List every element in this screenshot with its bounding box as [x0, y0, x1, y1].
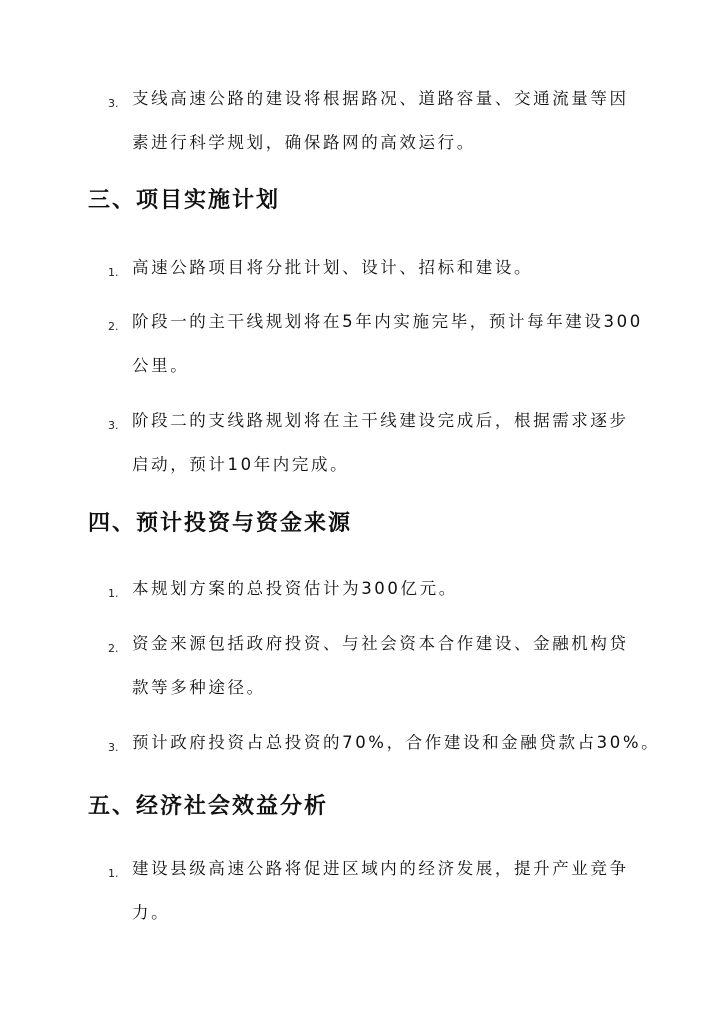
list-item-number: 1. [108, 587, 119, 600]
list-item-text-line: 阶段一的主干线规划将在5年内实施完毕，预计每年建设300 [132, 312, 643, 331]
list-item-text-line: 高速公路项目将分批计划、设计、招标和建设。 [132, 258, 534, 277]
list-item-text-line: 资金来源包括政府投资、与社会资本合作建设、金融机构贷 [132, 634, 629, 653]
section-heading-4: 四、预计投资与资金来源 [88, 511, 353, 536]
list-item-text-line: 预计政府投资占总投资的70%，合作建设和金融贷款占30%。 [132, 733, 661, 752]
list-item-number: 3. [108, 419, 119, 432]
list-item-text-line: 启动，预计10年内完成。 [132, 455, 350, 474]
list-item-text-line: 支线高速公路的建设将根据路况、道路容量、交通流量等因 [132, 89, 629, 108]
list-item-number: 1. [108, 867, 119, 880]
list-item-text-line: 本规划方案的总投资估计为300亿元。 [132, 579, 458, 598]
list-item-number: 2. [108, 642, 119, 655]
list-item-number: 3. [108, 97, 119, 110]
list-item-number: 1. [108, 266, 119, 279]
list-item-text-line: 素进行科学规划，确保路网的高效运行。 [132, 133, 476, 152]
list-item-number: 3. [108, 741, 119, 754]
list-item-text-line: 阶段二的支线路规划将在主干线建设完成后，根据需求逐步 [132, 411, 629, 430]
section-heading-5: 五、经济社会效益分析 [88, 794, 329, 819]
list-item-text-line: 款等多种途径。 [132, 678, 266, 697]
list-item-number: 2. [108, 320, 119, 333]
list-item-text-line: 公里。 [132, 356, 190, 375]
list-item-text-line: 力。 [132, 903, 171, 922]
section-heading-3: 三、项目实施计划 [88, 188, 281, 213]
list-item-text-line: 建设县级高速公路将促进区域内的经济发展，提升产业竞争 [132, 859, 629, 878]
